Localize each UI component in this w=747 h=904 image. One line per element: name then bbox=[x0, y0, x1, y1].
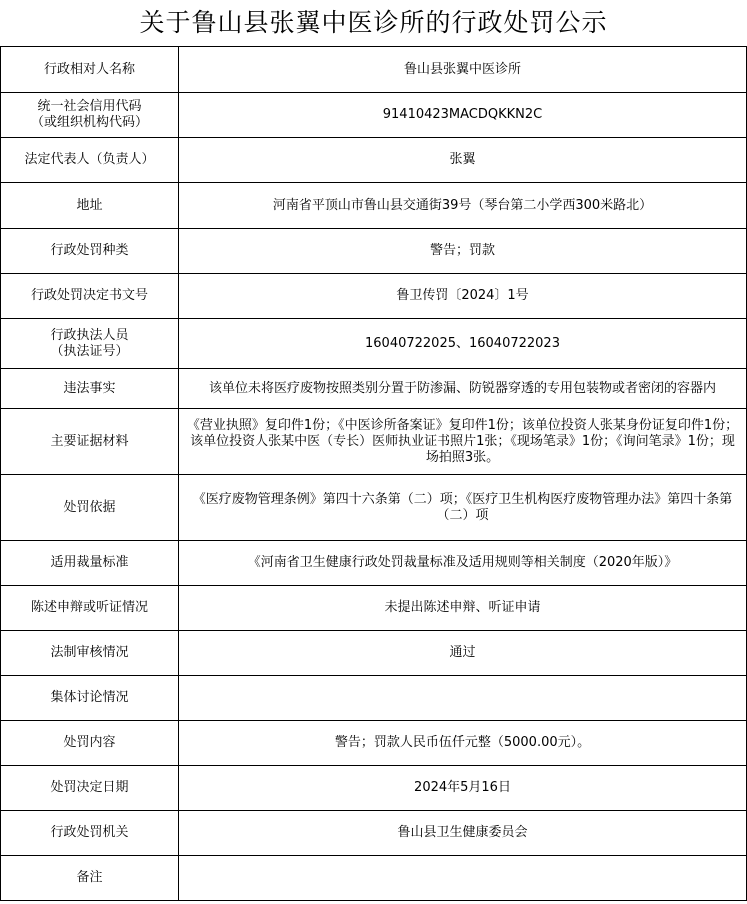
table-row bbox=[1, 93, 747, 138]
row-label-text: 行政处罚机关 bbox=[50, 825, 129, 840]
row-label-cell bbox=[1, 319, 179, 369]
row-label-cell bbox=[1, 856, 179, 901]
row-value-cell: 警告；罚款人民币伍仟元整（5000.00元）。 bbox=[179, 721, 747, 766]
row-label-text: 适用裁量标准 bbox=[50, 555, 129, 570]
table-row bbox=[1, 586, 747, 631]
row-value-cell: 未提出陈述申辩、听证申请 bbox=[179, 586, 747, 631]
row-label-cell bbox=[1, 138, 179, 183]
row-label-text: 地址 bbox=[76, 197, 103, 213]
row-label-cell bbox=[1, 811, 179, 856]
row-value-cell: 鲁山县张翼中医诊所 bbox=[179, 47, 747, 93]
row-label-text: 违法事实 bbox=[63, 380, 116, 396]
row-label-text: 处罚内容 bbox=[63, 735, 116, 750]
table-row bbox=[1, 721, 747, 766]
row-value-cell: 91410423MACDQKKN2C bbox=[179, 93, 747, 138]
table-row bbox=[1, 183, 747, 229]
row-label-cell bbox=[1, 47, 179, 93]
table-row bbox=[1, 811, 747, 856]
row-label-text: 法定代表人（负责人） bbox=[24, 152, 155, 167]
page-title: 关于鲁山县张翼中医诊所的行政处罚公示 bbox=[139, 8, 608, 37]
row-label-text: 统一社会信用代码 bbox=[37, 99, 142, 114]
row-label-cell bbox=[1, 183, 179, 229]
table-row bbox=[1, 676, 747, 721]
row-value-cell: 2024年5月16日 bbox=[179, 766, 747, 811]
row-value-cell: 鲁卫传罚〔2024〕1号 bbox=[179, 274, 747, 319]
row-label-text: （执法证号） bbox=[50, 343, 129, 359]
row-label-text: 法制审核情况 bbox=[50, 645, 129, 660]
row-label-text: （或组织机构代码） bbox=[30, 115, 148, 130]
row-label-text: 处罚依据 bbox=[63, 499, 116, 515]
row-label-text: 备注 bbox=[76, 870, 103, 885]
row-label-cell bbox=[1, 229, 179, 274]
table-row bbox=[1, 319, 747, 369]
table-row bbox=[1, 369, 747, 409]
table-row bbox=[1, 856, 747, 901]
row-label-cell bbox=[1, 766, 179, 811]
table-row bbox=[1, 631, 747, 676]
table-row bbox=[1, 274, 747, 319]
table-row bbox=[1, 47, 747, 93]
row-label-cell bbox=[1, 586, 179, 631]
row-label-cell bbox=[1, 541, 179, 586]
row-label-cell bbox=[1, 369, 179, 409]
row-value-cell: 《营业执照》复印件1份；《中医诊所备案证》复印件1份；该单位投资人张某身份证复印件1份；该单位投资人张某中医（专长）医师执业证书照片1张；《现场笔录》1份；《询问笔录》1份；现场拍照3张。 bbox=[179, 409, 747, 475]
row-label-cell bbox=[1, 475, 179, 541]
table-row bbox=[1, 409, 747, 475]
row-label-text: 主要证据材料 bbox=[50, 433, 129, 449]
table-row bbox=[1, 138, 747, 183]
row-value-cell: 张翼 bbox=[179, 138, 747, 183]
table-row bbox=[1, 541, 747, 586]
row-label-cell bbox=[1, 409, 179, 475]
row-value-cell: 鲁山县卫生健康委员会 bbox=[179, 811, 747, 856]
table-row bbox=[1, 766, 747, 811]
row-value-cell: 通过 bbox=[179, 631, 747, 676]
row-label-text: 陈述申辩或听证情况 bbox=[30, 600, 148, 615]
row-label-text: 行政相对人名称 bbox=[43, 61, 135, 77]
row-label-text: 行政处罚种类 bbox=[50, 243, 129, 258]
row-label-cell bbox=[1, 631, 179, 676]
row-label-text: 行政处罚决定书文号 bbox=[30, 288, 148, 303]
row-label-cell bbox=[1, 721, 179, 766]
row-label-cell bbox=[1, 676, 179, 721]
row-value-cell: 16040722025、16040722023 bbox=[179, 319, 747, 369]
row-label-text: 行政执法人员 bbox=[50, 327, 129, 343]
row-value-cell: 《医疗废物管理条例》第四十六条第（二）项；《医疗卫生机构医疗废物管理办法》第四十条第（二）项 bbox=[179, 475, 747, 541]
penalty-info-table bbox=[0, 46, 747, 901]
row-value-cell bbox=[179, 676, 747, 721]
table-row bbox=[1, 475, 747, 541]
row-label-cell bbox=[1, 274, 179, 319]
row-value-cell: 警告；罚款 bbox=[179, 229, 747, 274]
row-label-text: 处罚决定日期 bbox=[50, 780, 129, 795]
row-label-text: 集体讨论情况 bbox=[50, 690, 129, 705]
row-label-cell bbox=[1, 93, 179, 138]
table-row bbox=[1, 229, 747, 274]
row-value-cell bbox=[179, 856, 747, 901]
row-value-cell: 该单位未将医疗废物按照类别分置于防渗漏、防锐器穿透的专用包装物或者密闭的容器内 bbox=[179, 369, 747, 409]
row-value-cell: 《河南省卫生健康行政处罚裁量标准及适用规则等相关制度（2020年版）》 bbox=[179, 541, 747, 586]
row-value-cell: 河南省平顶山市鲁山县交通街39号（琴台第二小学西300米路北） bbox=[179, 183, 747, 229]
